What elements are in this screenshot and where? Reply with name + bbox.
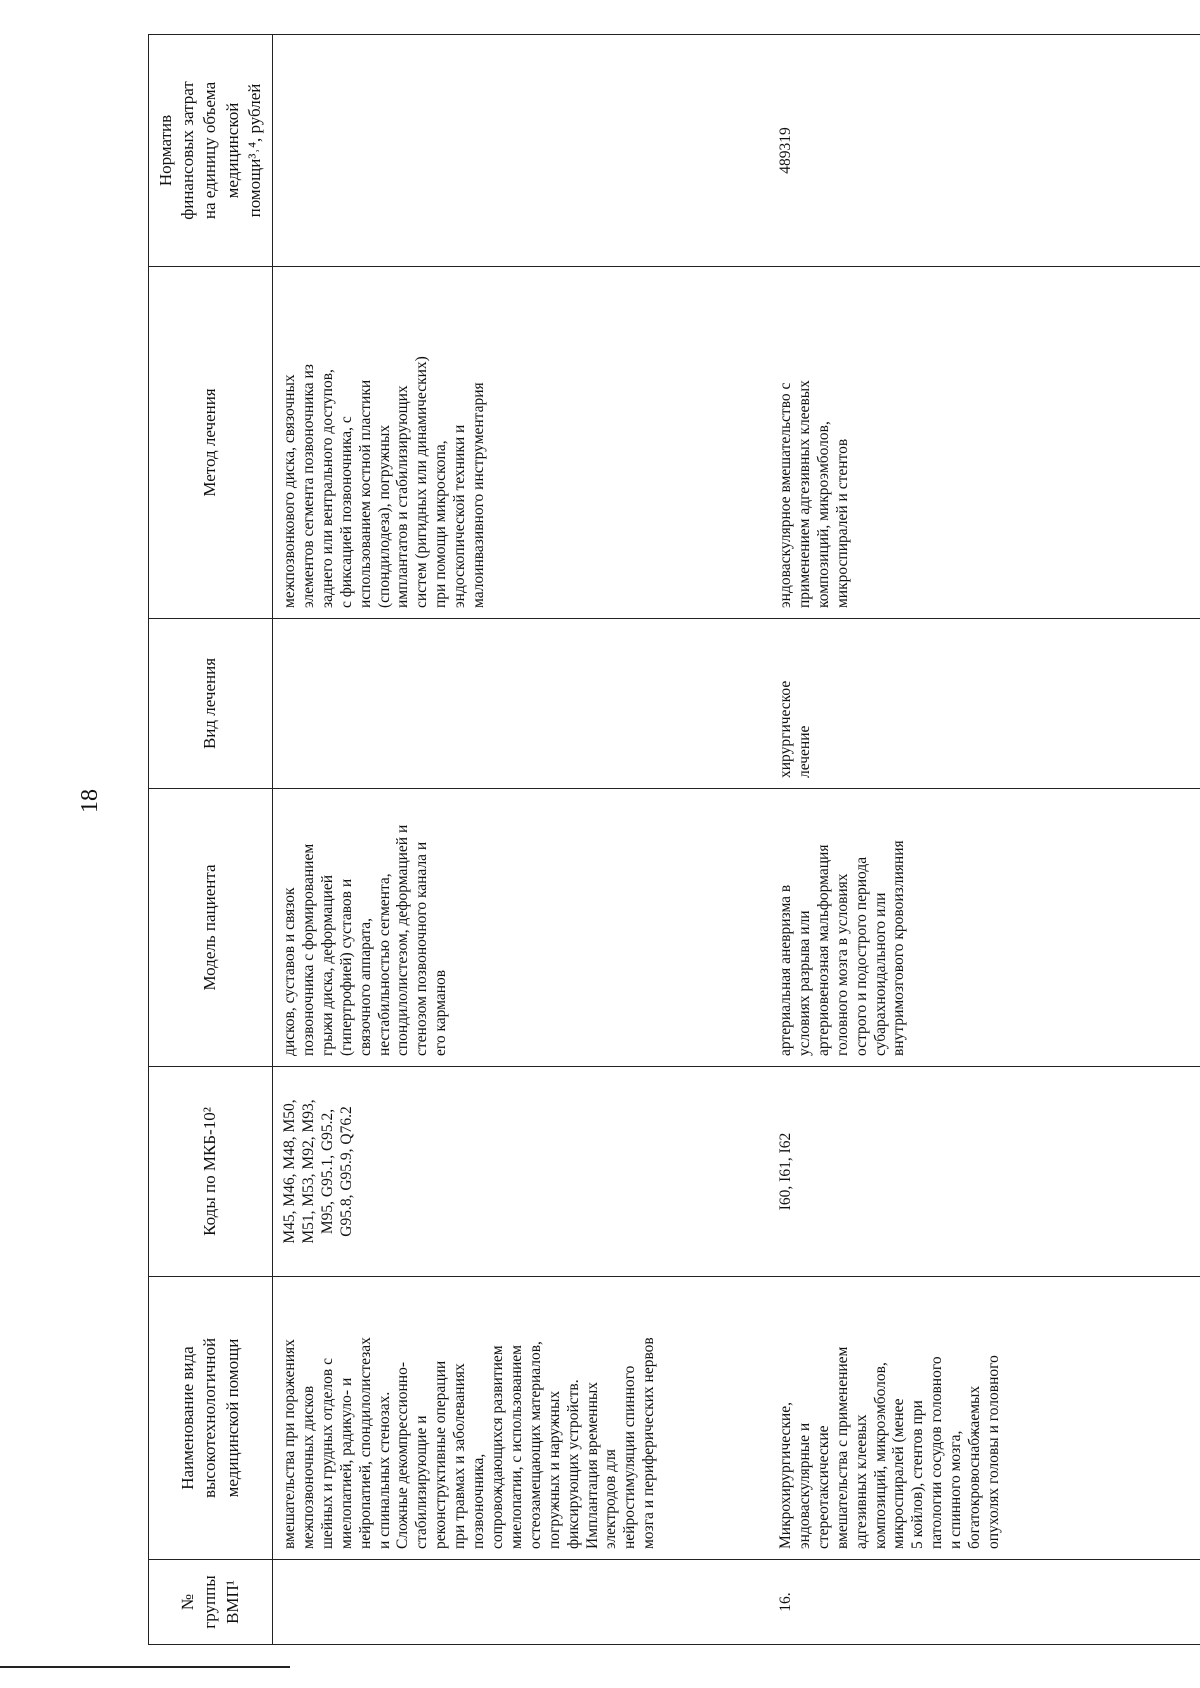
vmp-table [148, 34, 1200, 1645]
cell-treatment-type: хирургическое лечение [769, 619, 1200, 789]
header-treatment-type: Вид лечения [149, 619, 273, 789]
header-group-no: № группы ВМП¹ [149, 1560, 273, 1645]
header-patient-model: Модель пациента [149, 789, 273, 1067]
cell-codes: I60, I61, I62 [769, 1067, 1200, 1277]
cell-name: Микрохирургические, эндоваскулярные и стереотаксические вмешательства с применением адгезивных клеевых композиций, микроэмболов, микроспиралей (менее 5 койлов), стентов при патологии сосудов головного и спинного мозга, богатокровоснабжаемых опухолях головы и головного [769, 1277, 1200, 1560]
header-treatment-method: Метод лечения [149, 267, 273, 619]
page-number: 18 [77, 789, 103, 813]
header-name: Наименование вида высокотехнологичной медицинской помощи [149, 1277, 273, 1560]
table-row [769, 35, 1200, 1645]
cell-name: вмешательства при поражениях межпозвоночных дисков шейных и грудных отделов с миелопатией, радикуло- и нейропатией, спондилолистезах и спинальных стенозах. Сложные декомпрессионно- стабилизирующие и реконструктивные операции при травмах и заболеваниях позвоночника, сопровождающихся развитием миелопатии, с использованием остеозамещающих материалов, погружных и наружных фиксирующих устройств. Имплантация временных электродов для нейростимуляции спинного мозга и периферических нервов [273, 1277, 770, 1560]
cell-patient-model: дисков, суставов и связок позвоночника с формированием грыжи диска, деформацией (гипертрофией) суставов и связочного аппарата, нестабильностью сегмента, спондилолистезом, деформацией и стенозом позвоночного канала и его карманов [273, 789, 770, 1067]
header-cost-norm: Норматив финансовых затрат на единицу объема медицинской помощи³˒⁴, рублей [149, 35, 273, 267]
vmp-table-rotated [148, 35, 1200, 1645]
table-row [273, 35, 770, 1645]
cell-codes: M45, M46, M48, M50, M51, M53, M92, M93, M95, G95.1, G95.2, G95.8, G95.9, Q76.2 [273, 1067, 770, 1277]
cell-group-no [273, 1560, 770, 1645]
header-codes: Коды по МКБ-10² [149, 1067, 273, 1277]
table-header-row [149, 35, 273, 1645]
cell-cost-norm [273, 35, 770, 267]
cell-treatment-type [273, 619, 770, 789]
cell-cost-norm: 489319 [769, 35, 1200, 267]
cell-treatment-method: эндоваскулярное вмешательство с применением адгезивных клеевых композиций, микроэмболов, микроспиралей и стентов [769, 267, 1200, 619]
cell-group-no: 16. [769, 1560, 1200, 1645]
cell-patient-model: артериальная аневризма в условиях разрыва или артериовенозная мальформация головного мозга в условиях острого и подострого периода субарахноидального или внутримозгового кровоизлияния [769, 789, 1200, 1067]
footnote-divider [0, 1666, 290, 1668]
cell-treatment-method: межпозвонкового диска, связочных элементов сегмента позвоночника из заднего или вентрального доступов, с фиксацией позвоночника, с использованием костной пластики (спондилодеза), погружных имплантатов и стабилизирующих систем (ригидных или динамических) при помощи микроскопа, эндоскопической техники и малоинвазивного инструментария [273, 267, 770, 619]
